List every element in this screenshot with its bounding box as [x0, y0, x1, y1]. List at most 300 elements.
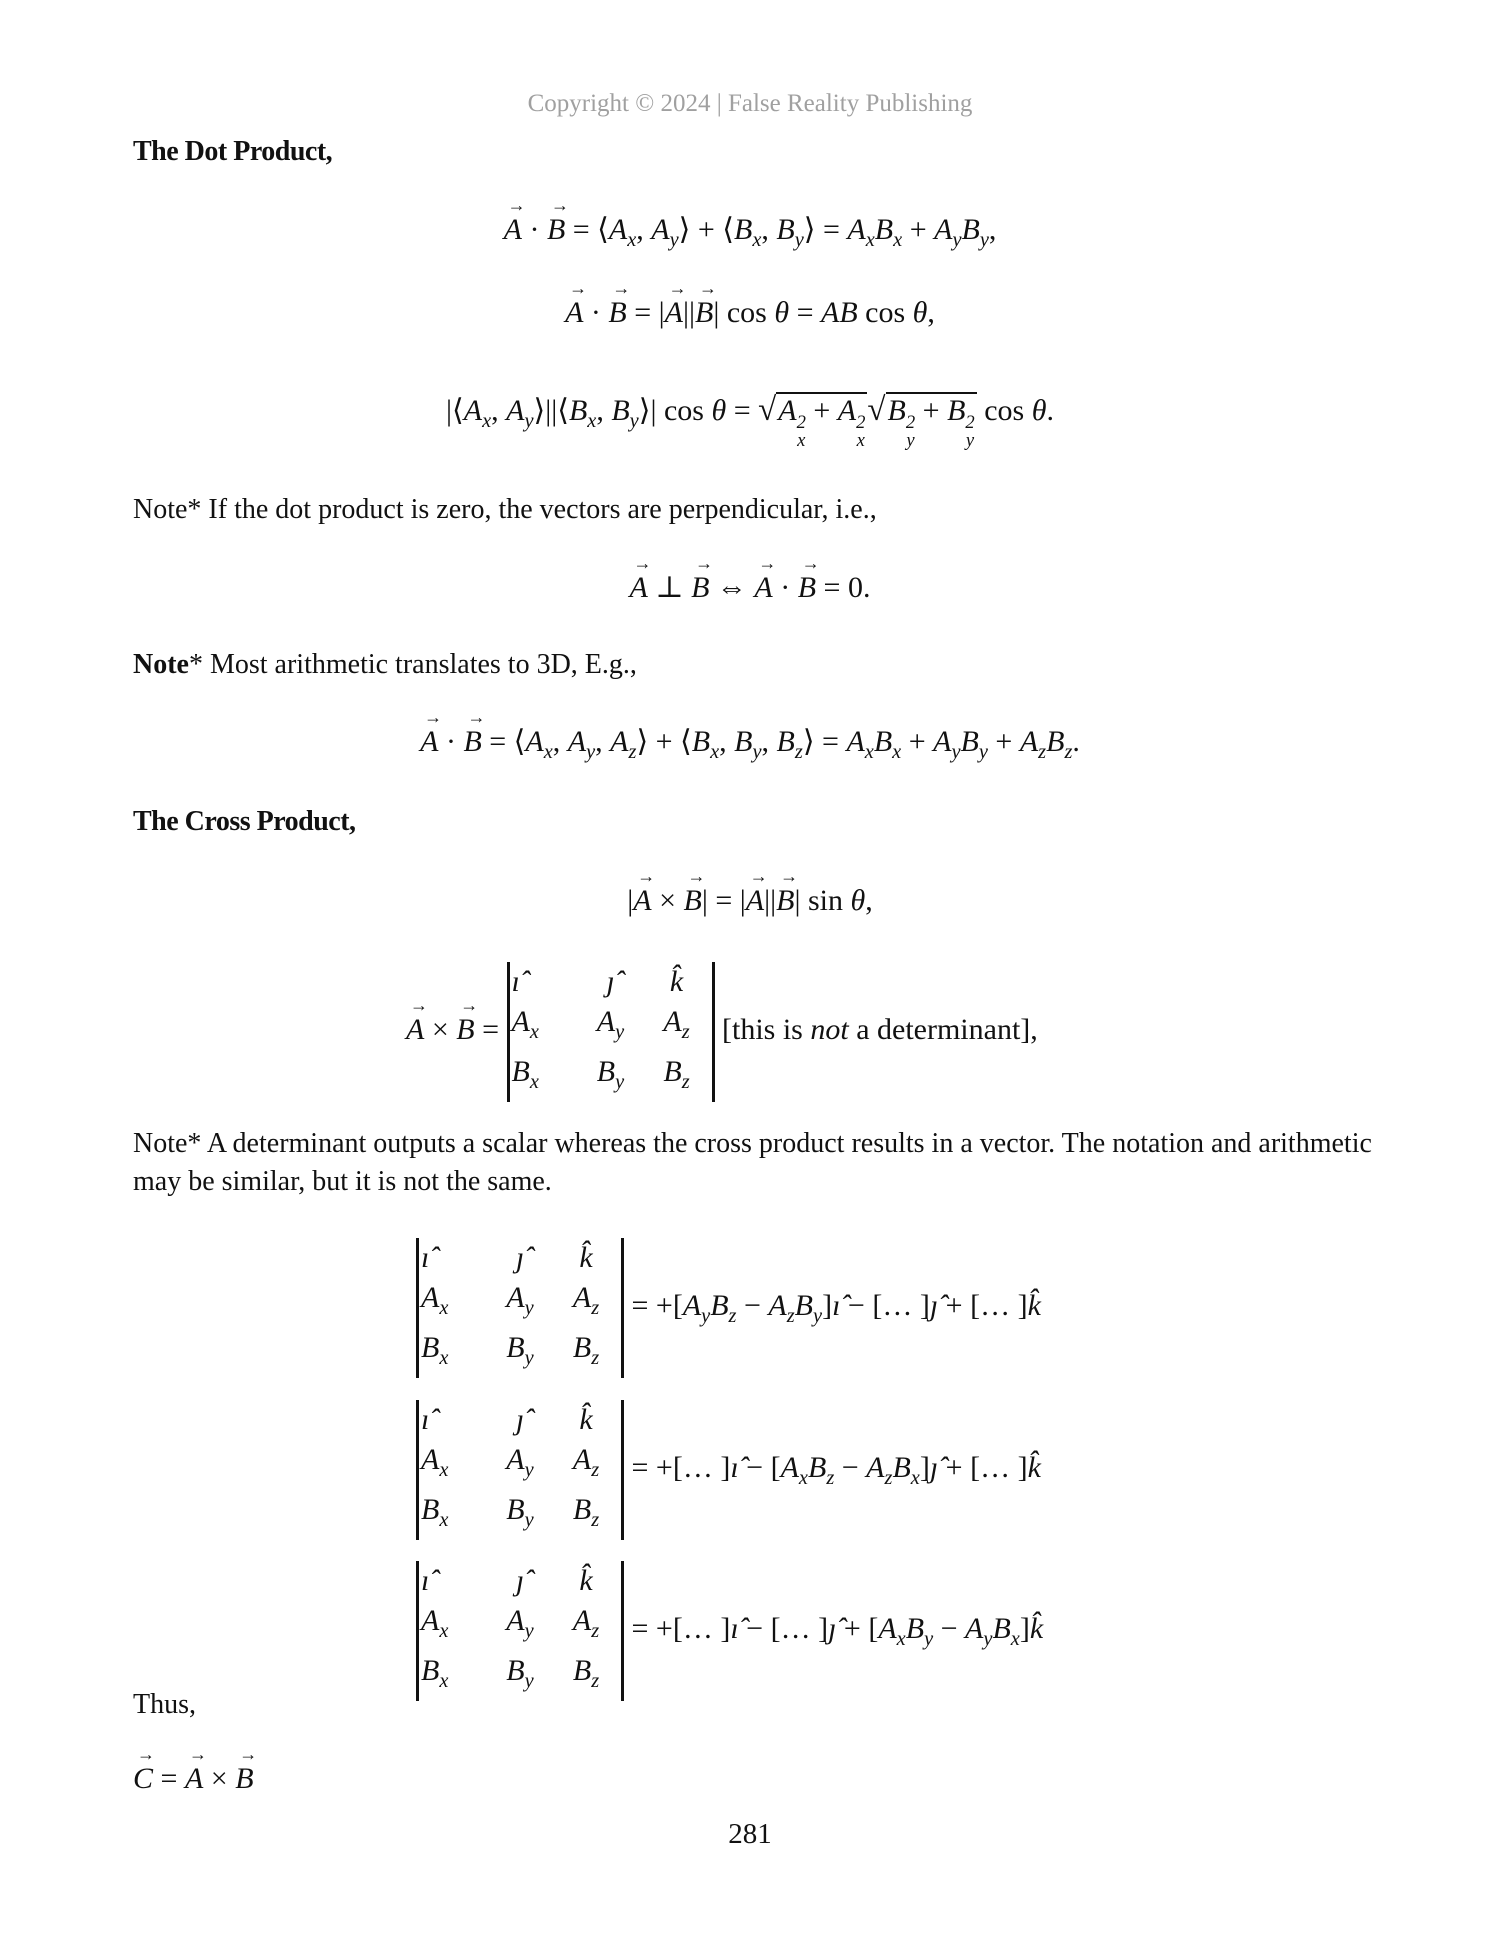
subscripted-symbol [506, 1493, 534, 1532]
math-symbol: B [992, 1612, 1011, 1646]
matrix-cell [553, 1601, 619, 1651]
matrix [416, 1238, 624, 1378]
subscript: z [628, 741, 637, 764]
math-symbol: ı̂ [421, 1241, 430, 1274]
math-operator: , [988, 213, 997, 246]
subscript: x [752, 229, 762, 252]
subscripted-symbol [506, 1654, 534, 1693]
subscript: y [906, 430, 915, 452]
matrix-cell [421, 1238, 487, 1278]
math-symbol: B [421, 1654, 440, 1688]
vector-arrow-icon: → [633, 553, 652, 573]
subscripted-symbol [421, 1604, 449, 1643]
subscripted-symbol [846, 725, 874, 764]
math-symbol: k̂ [669, 965, 684, 998]
subscript: x [892, 741, 902, 764]
vector-arrow-icon: → [460, 995, 479, 1016]
subscript: x [864, 741, 874, 764]
subscript: y [924, 1628, 934, 1651]
math-symbol: B [776, 213, 795, 246]
subscript: x [893, 229, 903, 252]
math-operator: = ⟨ [565, 213, 609, 246]
math-symbol: A [421, 1443, 440, 1476]
math-operator: · [521, 213, 547, 246]
math-symbol: A [847, 213, 866, 246]
vector-arrow-icon: → [695, 553, 714, 573]
math-symbol: A [506, 1443, 525, 1476]
subscripted-symbol [596, 1005, 625, 1044]
vector-symbol: B → [691, 553, 714, 604]
subscript: x [798, 1467, 808, 1490]
math-symbol: A [506, 394, 525, 427]
subscripted-symbol [506, 1281, 534, 1320]
math-symbol: A [506, 1281, 525, 1314]
math-symbol: ȷ̂ [515, 1564, 525, 1597]
subscripted-symbol [965, 1612, 993, 1651]
vector-symbol: C → [133, 1744, 155, 1795]
math-symbol: ı̂ [421, 1403, 430, 1436]
matrix-cell [553, 1400, 619, 1440]
matrix-cell [421, 1561, 487, 1601]
subscript: x [439, 1297, 449, 1320]
subscript: x [439, 1459, 449, 1482]
vector-symbol: A → [184, 1744, 207, 1795]
matrix [416, 1561, 624, 1701]
math-operator: , [595, 725, 611, 758]
superscript: 2 [856, 412, 866, 434]
vector-symbol: B → [546, 195, 569, 246]
sup-sub [965, 412, 975, 452]
vector-symbol: A → [629, 553, 652, 604]
math-operator: | [627, 884, 634, 917]
math-operator: , [719, 725, 735, 758]
matrix-cell [512, 1002, 578, 1052]
math-symbol: A [837, 394, 857, 427]
math-symbol: A [608, 213, 628, 246]
math-operator: ⇔ [709, 571, 755, 604]
vector-symbol: A → [503, 195, 526, 246]
subscripted-symbol [663, 1005, 690, 1044]
matrix-cell [487, 1601, 553, 1651]
subscript: x [439, 1509, 449, 1532]
matrix-cell [578, 962, 644, 1002]
math-operator: a determinant], [848, 1013, 1038, 1047]
math-operator: ⟩||⟨ [533, 394, 569, 427]
math-operator: ⟩ + ⟨ [678, 213, 734, 246]
equation-dot-expanded [0, 392, 1500, 450]
superscript: 2 [905, 412, 916, 434]
math-symbol: A [572, 1443, 592, 1476]
subscript: y [701, 1305, 711, 1328]
equation-expand-k [416, 1561, 1500, 1701]
math-symbol: A [651, 213, 670, 246]
math-symbol: ȷ̂ [929, 1451, 939, 1485]
subscripted-symbol [778, 394, 806, 452]
matrix-cell [421, 1601, 487, 1651]
subscript: x [482, 410, 492, 433]
subscripted-symbol [776, 725, 803, 764]
superscript: 2 [796, 412, 806, 434]
math-symbol: B [892, 1451, 911, 1485]
math-operator: = [726, 394, 759, 427]
math-symbol: B [794, 1289, 813, 1323]
math-symbol: B [506, 1654, 525, 1688]
note-label: Note [133, 649, 189, 680]
subscripted-symbol [506, 1604, 534, 1643]
subscript: y [615, 1071, 625, 1094]
subscript: z [1038, 741, 1047, 764]
math-operator: || [683, 296, 696, 329]
math-operator: . [1046, 394, 1054, 427]
subscript: z [591, 1670, 600, 1693]
subscript: y [979, 229, 989, 252]
subscripted-symbol [892, 1451, 920, 1490]
subscripted-symbol [873, 725, 902, 764]
math-operator: · [438, 725, 464, 758]
subscript: z [728, 1305, 737, 1328]
subscript: x [587, 410, 597, 433]
math-symbol: B [873, 725, 893, 758]
subscript: x [856, 430, 865, 452]
subscript: y [978, 741, 988, 764]
matrix-cell [487, 1400, 553, 1440]
math-operator: = [474, 1013, 507, 1047]
math-operator: × [651, 884, 684, 917]
subscript: y [615, 1021, 625, 1044]
math-operator: + [987, 725, 1020, 758]
math-operator: − [… ] [738, 1612, 829, 1646]
subscript: y [752, 741, 762, 764]
math-symbol: B [568, 394, 588, 427]
math-symbol: θ [850, 884, 866, 917]
vector-symbol: B → [683, 866, 706, 917]
subscript: y [524, 1670, 534, 1693]
subscript: x [543, 741, 553, 764]
math-symbol: θ [711, 394, 727, 427]
math-symbol: A [878, 1612, 897, 1646]
subscript: x [797, 430, 806, 452]
math-operator: + [… ] [938, 1451, 1028, 1485]
subscript: y [669, 229, 679, 252]
math-operator: , [491, 394, 507, 427]
note-3d-text: * Most arithmetic translates to 3D, E.g., [188, 649, 637, 680]
superscript: 2 [965, 412, 975, 434]
math-symbol: B [887, 394, 906, 427]
subscripted-symbol [572, 1281, 600, 1320]
subscripted-symbol [887, 394, 916, 452]
matrix-cell [578, 1052, 644, 1102]
subscript: y [524, 1509, 534, 1532]
math-symbol: B [961, 213, 980, 246]
subscripted-symbol [421, 1331, 449, 1370]
subscripted-symbol [651, 213, 679, 252]
math-symbol: B [905, 1612, 925, 1646]
subscripted-symbol [568, 394, 597, 433]
subscript: z [591, 1297, 600, 1320]
subscripted-symbol [933, 725, 961, 764]
math-symbol: k̂ [1029, 1612, 1044, 1646]
vector-arrow-icon: → [239, 1744, 258, 1764]
math-symbol: ı̂ [730, 1612, 739, 1646]
matrix-cell [644, 962, 710, 1002]
math-symbol: A [572, 1281, 592, 1314]
math-symbol: B [663, 1055, 682, 1089]
math-symbol: B [691, 725, 711, 758]
math-operator: = +[… ] [624, 1612, 731, 1646]
math-symbol: B [572, 1654, 592, 1688]
vector-symbol: B → [463, 707, 486, 758]
radicand [886, 392, 977, 450]
subscript: z [681, 1021, 690, 1044]
math-symbol: θ [912, 296, 928, 329]
math-operator: ] [1019, 1612, 1030, 1646]
subscripted-symbol [992, 1612, 1020, 1651]
subscript: y [524, 1459, 534, 1482]
math-symbol: B [710, 1289, 729, 1323]
subscript: x [529, 1021, 539, 1044]
math-symbol: B [572, 1331, 592, 1365]
radicand [776, 392, 867, 450]
math-symbol: A [780, 1451, 799, 1485]
subscripted-symbol [837, 394, 866, 452]
vector-arrow-icon: → [780, 866, 799, 886]
math-symbol: A [511, 1005, 530, 1038]
vector-arrow-icon: → [410, 995, 428, 1016]
matrix-cell [421, 1440, 487, 1490]
note-perpendicular: Note* If the dot product is zero, the vectors are perpendicular, i.e., [133, 494, 877, 525]
math-operator: ⟩ + ⟨ [636, 725, 692, 758]
matrix-cell [487, 1561, 553, 1601]
math-symbol: B [611, 394, 630, 427]
vector-arrow-icon: → [569, 278, 588, 298]
vector-symbol: A → [633, 866, 656, 917]
math-symbol: B [572, 1493, 592, 1527]
math-symbol: A [846, 725, 865, 758]
math-symbol: B [807, 1451, 827, 1485]
copyright-header: Copyright © 2024 | False Reality Publishing [527, 90, 973, 117]
math-operator: , [927, 296, 935, 329]
math-symbol: A [610, 725, 629, 758]
subscripted-symbol [734, 213, 762, 252]
vector-symbol: B → [776, 866, 799, 917]
math-operator: − [834, 1451, 867, 1485]
math-symbol: B [734, 725, 753, 758]
math-symbol: B [1046, 725, 1065, 758]
math-symbol: A [506, 1604, 525, 1637]
math-symbol: k̂ [1027, 1289, 1041, 1323]
matrix-cell [553, 1561, 619, 1601]
math-symbol: A [663, 1005, 682, 1038]
math-operator: + [ [836, 1612, 879, 1646]
matrix-cell [644, 1002, 710, 1052]
math-symbol: k̂ [1027, 1451, 1041, 1485]
subscripted-symbol [421, 1443, 449, 1482]
vector-symbol: A → [664, 278, 687, 329]
matrix-cell [644, 1052, 710, 1102]
subscript: x [439, 1620, 449, 1643]
math-operator: + [… ] [938, 1289, 1028, 1323]
subscripted-symbol [961, 213, 989, 252]
math-operator: · [583, 296, 609, 329]
math-symbol: ȷ̂ [929, 1289, 939, 1323]
math-symbol: B [776, 725, 795, 758]
math-operator: || [764, 884, 777, 917]
math-operator: ⊥ [647, 571, 692, 604]
vector-symbol: A → [420, 707, 443, 758]
math-operator: = [153, 1762, 185, 1795]
subscript: y [794, 229, 804, 252]
math-symbol: A [778, 394, 797, 427]
subscripted-symbol [567, 725, 596, 764]
matrix-cell [553, 1278, 619, 1328]
math-operator: . [1072, 725, 1080, 758]
subscripted-symbol [905, 1612, 934, 1651]
math-symbol: A [965, 1612, 984, 1646]
math-symbol: θ [774, 296, 790, 329]
subscript: y [951, 741, 961, 764]
equation-cross-matrix [406, 962, 1500, 1102]
math-operator: , [865, 884, 873, 917]
math-symbol: B [511, 1055, 530, 1089]
subscript: z [884, 1467, 893, 1490]
subscripted-symbol [572, 1331, 600, 1370]
subscripted-symbol [807, 1451, 835, 1490]
math-operator: − [736, 1289, 769, 1323]
math-operator: − [… ] [840, 1289, 930, 1323]
sup-sub [856, 412, 866, 452]
math-symbol: B [421, 1331, 440, 1365]
radical-sign-icon: √ [758, 392, 777, 428]
subscripted-symbol [572, 1493, 600, 1532]
subscript: y [586, 741, 596, 764]
note-determinant: Note* A determinant outputs a scalar whereas the cross product results in a vector. The notation and arithmetic may be similar, but it is not the same. [133, 1128, 1372, 1197]
subscript: z [591, 1347, 600, 1370]
math-symbol: ı̂ [511, 965, 520, 998]
subscripted-symbol [780, 1451, 808, 1490]
subscripted-symbol [776, 213, 804, 252]
math-symbol: B [596, 1055, 616, 1089]
subscripted-symbol [506, 1443, 534, 1482]
subscript: x [910, 1467, 920, 1490]
matrix-cell [578, 1002, 644, 1052]
subscripted-symbol [506, 394, 534, 433]
math-operator: , [636, 213, 652, 246]
subscript: z [794, 741, 803, 764]
subscript: x [896, 1628, 906, 1651]
vector-symbol: B → [456, 995, 479, 1047]
sup-sub [905, 412, 916, 452]
subscripted-symbol [934, 213, 962, 252]
math-operator: · [772, 571, 798, 604]
subscripted-symbol [525, 725, 553, 764]
matrix-cell [553, 1238, 619, 1278]
vector-symbol: A → [565, 278, 588, 329]
subscript: z [1064, 741, 1073, 764]
subscript: x [1010, 1628, 1020, 1651]
subscripted-symbol [610, 725, 637, 764]
subscripted-symbol [874, 213, 903, 252]
matrix [416, 1400, 624, 1540]
vector-symbol: A → [745, 866, 768, 917]
math-symbol: A [567, 725, 587, 758]
vector-arrow-icon: → [550, 195, 569, 215]
vector-arrow-icon: → [612, 278, 631, 298]
math-operator: , [596, 394, 612, 427]
subscript: x [627, 229, 637, 252]
subscripted-symbol [768, 1289, 795, 1328]
math-operator: = [789, 296, 822, 329]
math-symbol: A [1019, 725, 1039, 758]
subscript: x [439, 1347, 449, 1370]
matrix-cell [553, 1328, 619, 1378]
subscript: y [983, 1628, 993, 1651]
vector-symbol: B → [695, 278, 718, 329]
matrix [507, 962, 715, 1102]
matrix-cell [421, 1400, 487, 1440]
vector-arrow-icon: → [749, 866, 768, 886]
subscripted-symbol [421, 1493, 449, 1532]
math-symbol: B [734, 213, 753, 246]
matrix-cell [421, 1490, 487, 1540]
math-symbol: B [874, 213, 894, 246]
subscript: z [681, 1071, 690, 1094]
math-symbol: ȷ̂ [828, 1612, 837, 1646]
math-symbol: ı̂ [730, 1451, 739, 1485]
math-symbol: not [810, 1013, 849, 1047]
vector-symbol: B → [235, 1744, 258, 1795]
vector-symbol: A → [754, 553, 777, 604]
subscript: y [952, 229, 962, 252]
subscripted-symbol [847, 213, 875, 252]
equation-dot-magnitude [0, 278, 1500, 330]
square-root [867, 392, 976, 450]
sup-sub [796, 412, 806, 452]
subscripted-symbol [794, 1289, 823, 1328]
subscripted-symbol [572, 1604, 600, 1643]
math-symbol: ȷ̂ [606, 965, 615, 998]
radical-sign-icon: √ [867, 392, 886, 428]
subscript: y [524, 1347, 534, 1370]
math-operator: × [424, 1013, 457, 1047]
subscript: y [524, 410, 534, 433]
vector-arrow-icon: → [668, 278, 687, 298]
math-operator: = | [626, 296, 665, 329]
vector-arrow-icon: → [687, 866, 706, 886]
math-operator: [this is [714, 1013, 811, 1047]
matrix-cell [487, 1238, 553, 1278]
math-operator: ⟩ = [803, 213, 848, 246]
subscript: z [591, 1459, 600, 1482]
matrix-cell [512, 962, 578, 1002]
matrix-cell [487, 1440, 553, 1490]
math-operator: ] [919, 1451, 930, 1485]
math-symbol: B [960, 725, 979, 758]
subscripted-symbol [511, 1055, 539, 1094]
equation-perpendicular [0, 553, 1500, 605]
cross-product-heading: The Cross Product, [133, 806, 356, 837]
math-operator: cos [976, 394, 1032, 427]
math-operator: = +[… ] [624, 1451, 731, 1485]
subscript: y [965, 430, 975, 452]
math-symbol: B [506, 1493, 525, 1527]
math-operator: | sin [794, 884, 851, 917]
equation-dot-components [0, 195, 1500, 252]
equation-dot-3d [0, 707, 1500, 764]
subscripted-symbol [572, 1443, 600, 1482]
vector-arrow-icon: → [758, 553, 777, 573]
math-operator: = 0. [816, 571, 871, 604]
math-symbol: ȷ̂ [515, 1403, 525, 1436]
